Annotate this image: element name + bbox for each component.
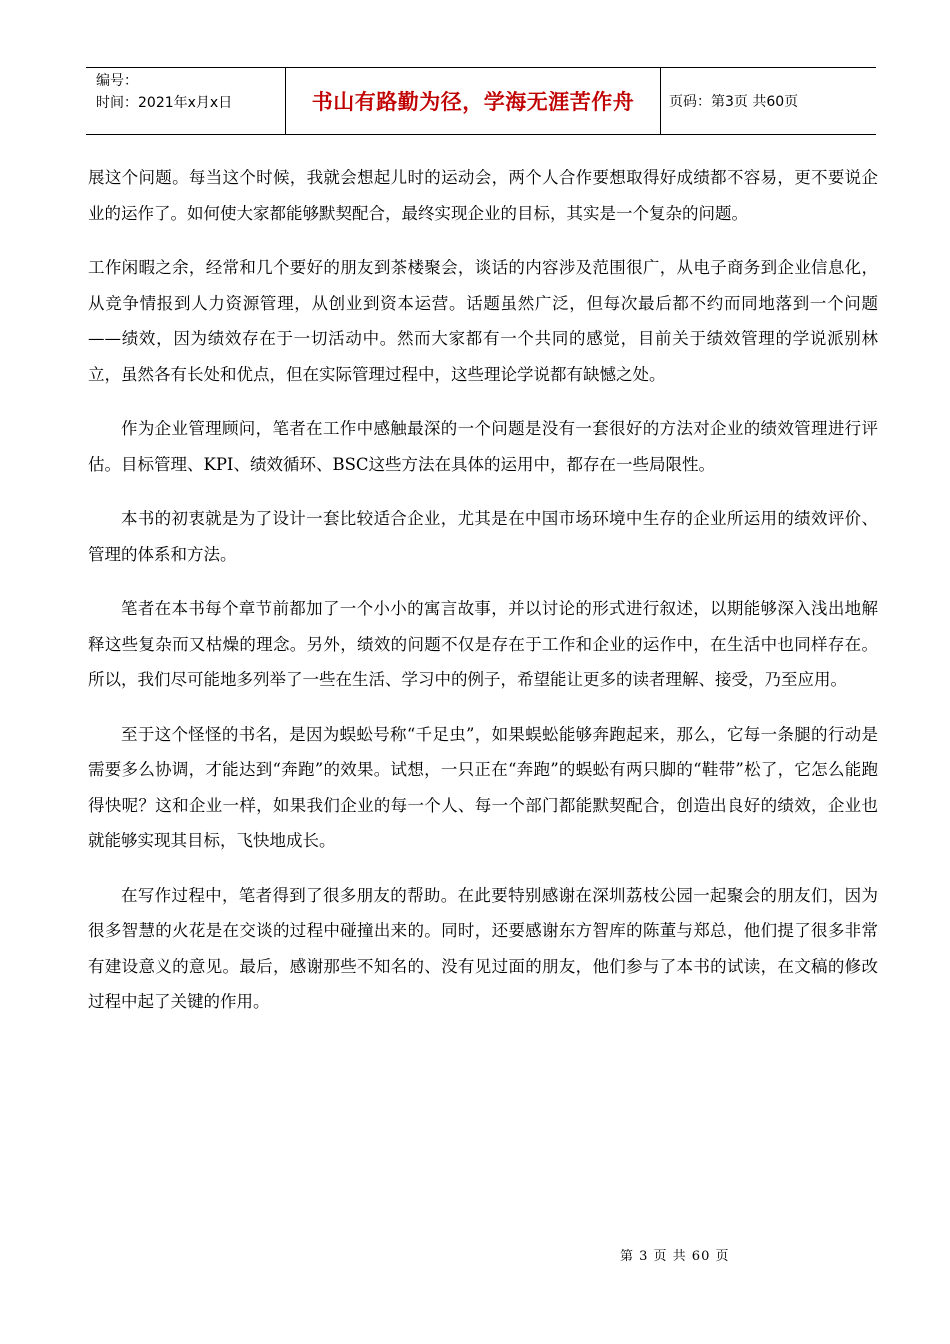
page-footer: 第 3 页 共 60 页 (620, 1249, 730, 1264)
paragraph: 本书的初衷就是为了设计一套比较适合企业，尤其是在中国市场环境中生存的企业所运用的绩效评价、管理的体系和方法。 (88, 509, 878, 564)
header-page-info: 页码：第3页 共60页 (669, 94, 799, 110)
paragraph: 工作闲暇之余，经常和几个要好的朋友到茶楼聚会，谈话的内容涉及范围很广，从电子商务到企业信息化，从竞争情报到人力资源管理，从创业到资本运营。话题虽然广泛，但每次最后都不约而同地落到一个问题——绩效，因为绩效存在于一切活动中。然而大家都有一个共同的感觉，目前关于绩效管理的学说派别林立，虽然各有长处和优点，但在实际管理过程中，这些理论学说都有缺憾之处。 (88, 258, 878, 384)
paragraph: 在写作过程中，笔者得到了很多朋友的帮助。在此要特别感谢在深圳荔枝公园一起聚会的朋友们，因为很多智慧的火花是在交谈的过程中碰撞出来的。同时，还要感谢东方智库的陈董与郑总，他们提了很多非常有建设意义的意见。最后，感谢那些不知名的、没有见过面的朋友，他们参与了本书的试读，在文稿的修改过程中起了关键的作用。 (88, 885, 878, 1011)
paragraph: 笔者在本书每个章节前都加了一个小小的寓言故事，并以讨论的形式进行叙述，以期能够深入浅出地解释这些复杂而又枯燥的理念。另外，绩效的问题不仅是存在于工作和企业的运作中，在生活中也同样存在。所以，我们尽可能地多列举了一些在生活、学习中的例子，希望能让更多的读者理解、接受，乃至应用。 (88, 599, 878, 689)
document-time-label: 时间：2021年x月x日 (96, 95, 233, 111)
header-meta (86, 68, 286, 134)
paragraph: 作为企业管理顾问，笔者在工作中感触最深的一个问题是没有一套很好的方法对企业的绩效管理进行评估。目标管理、KPI、绩效循环、BSC这些方法在具体的运用中，都存在一些局限性。 (88, 419, 878, 474)
document-body (88, 160, 878, 1039)
paragraph: 展这个问题。每当这个时候，我就会想起儿时的运动会，两个人合作要想取得好成绩都不容易，更不要说企业的运作了。如何使大家都能够默契配合，最终实现企业的目标，其实是一个复杂的问题。 (88, 168, 878, 223)
header-motto: 书山有路勤为径，学海无涯苦作舟 (286, 68, 661, 134)
paragraph: 至于这个怪怪的书名，是因为蜈蚣号称“千足虫”，如果蜈蚣能够奔跑起来，那么，它每一条腿的行动是需要多么协调，才能达到“奔跑”的效果。试想，一只正在“奔跑”的蜈蚣有两只脚的“鞋带”松了，它怎么能跑得快呢？这和企业一样，如果我们企业的每一个人、每一个部门都能默契配合，创造出良好的绩效，企业也就能够实现其目标，飞快地成长。 (88, 724, 878, 850)
document-number-label: 编号： (96, 73, 138, 89)
page-header (86, 67, 876, 135)
